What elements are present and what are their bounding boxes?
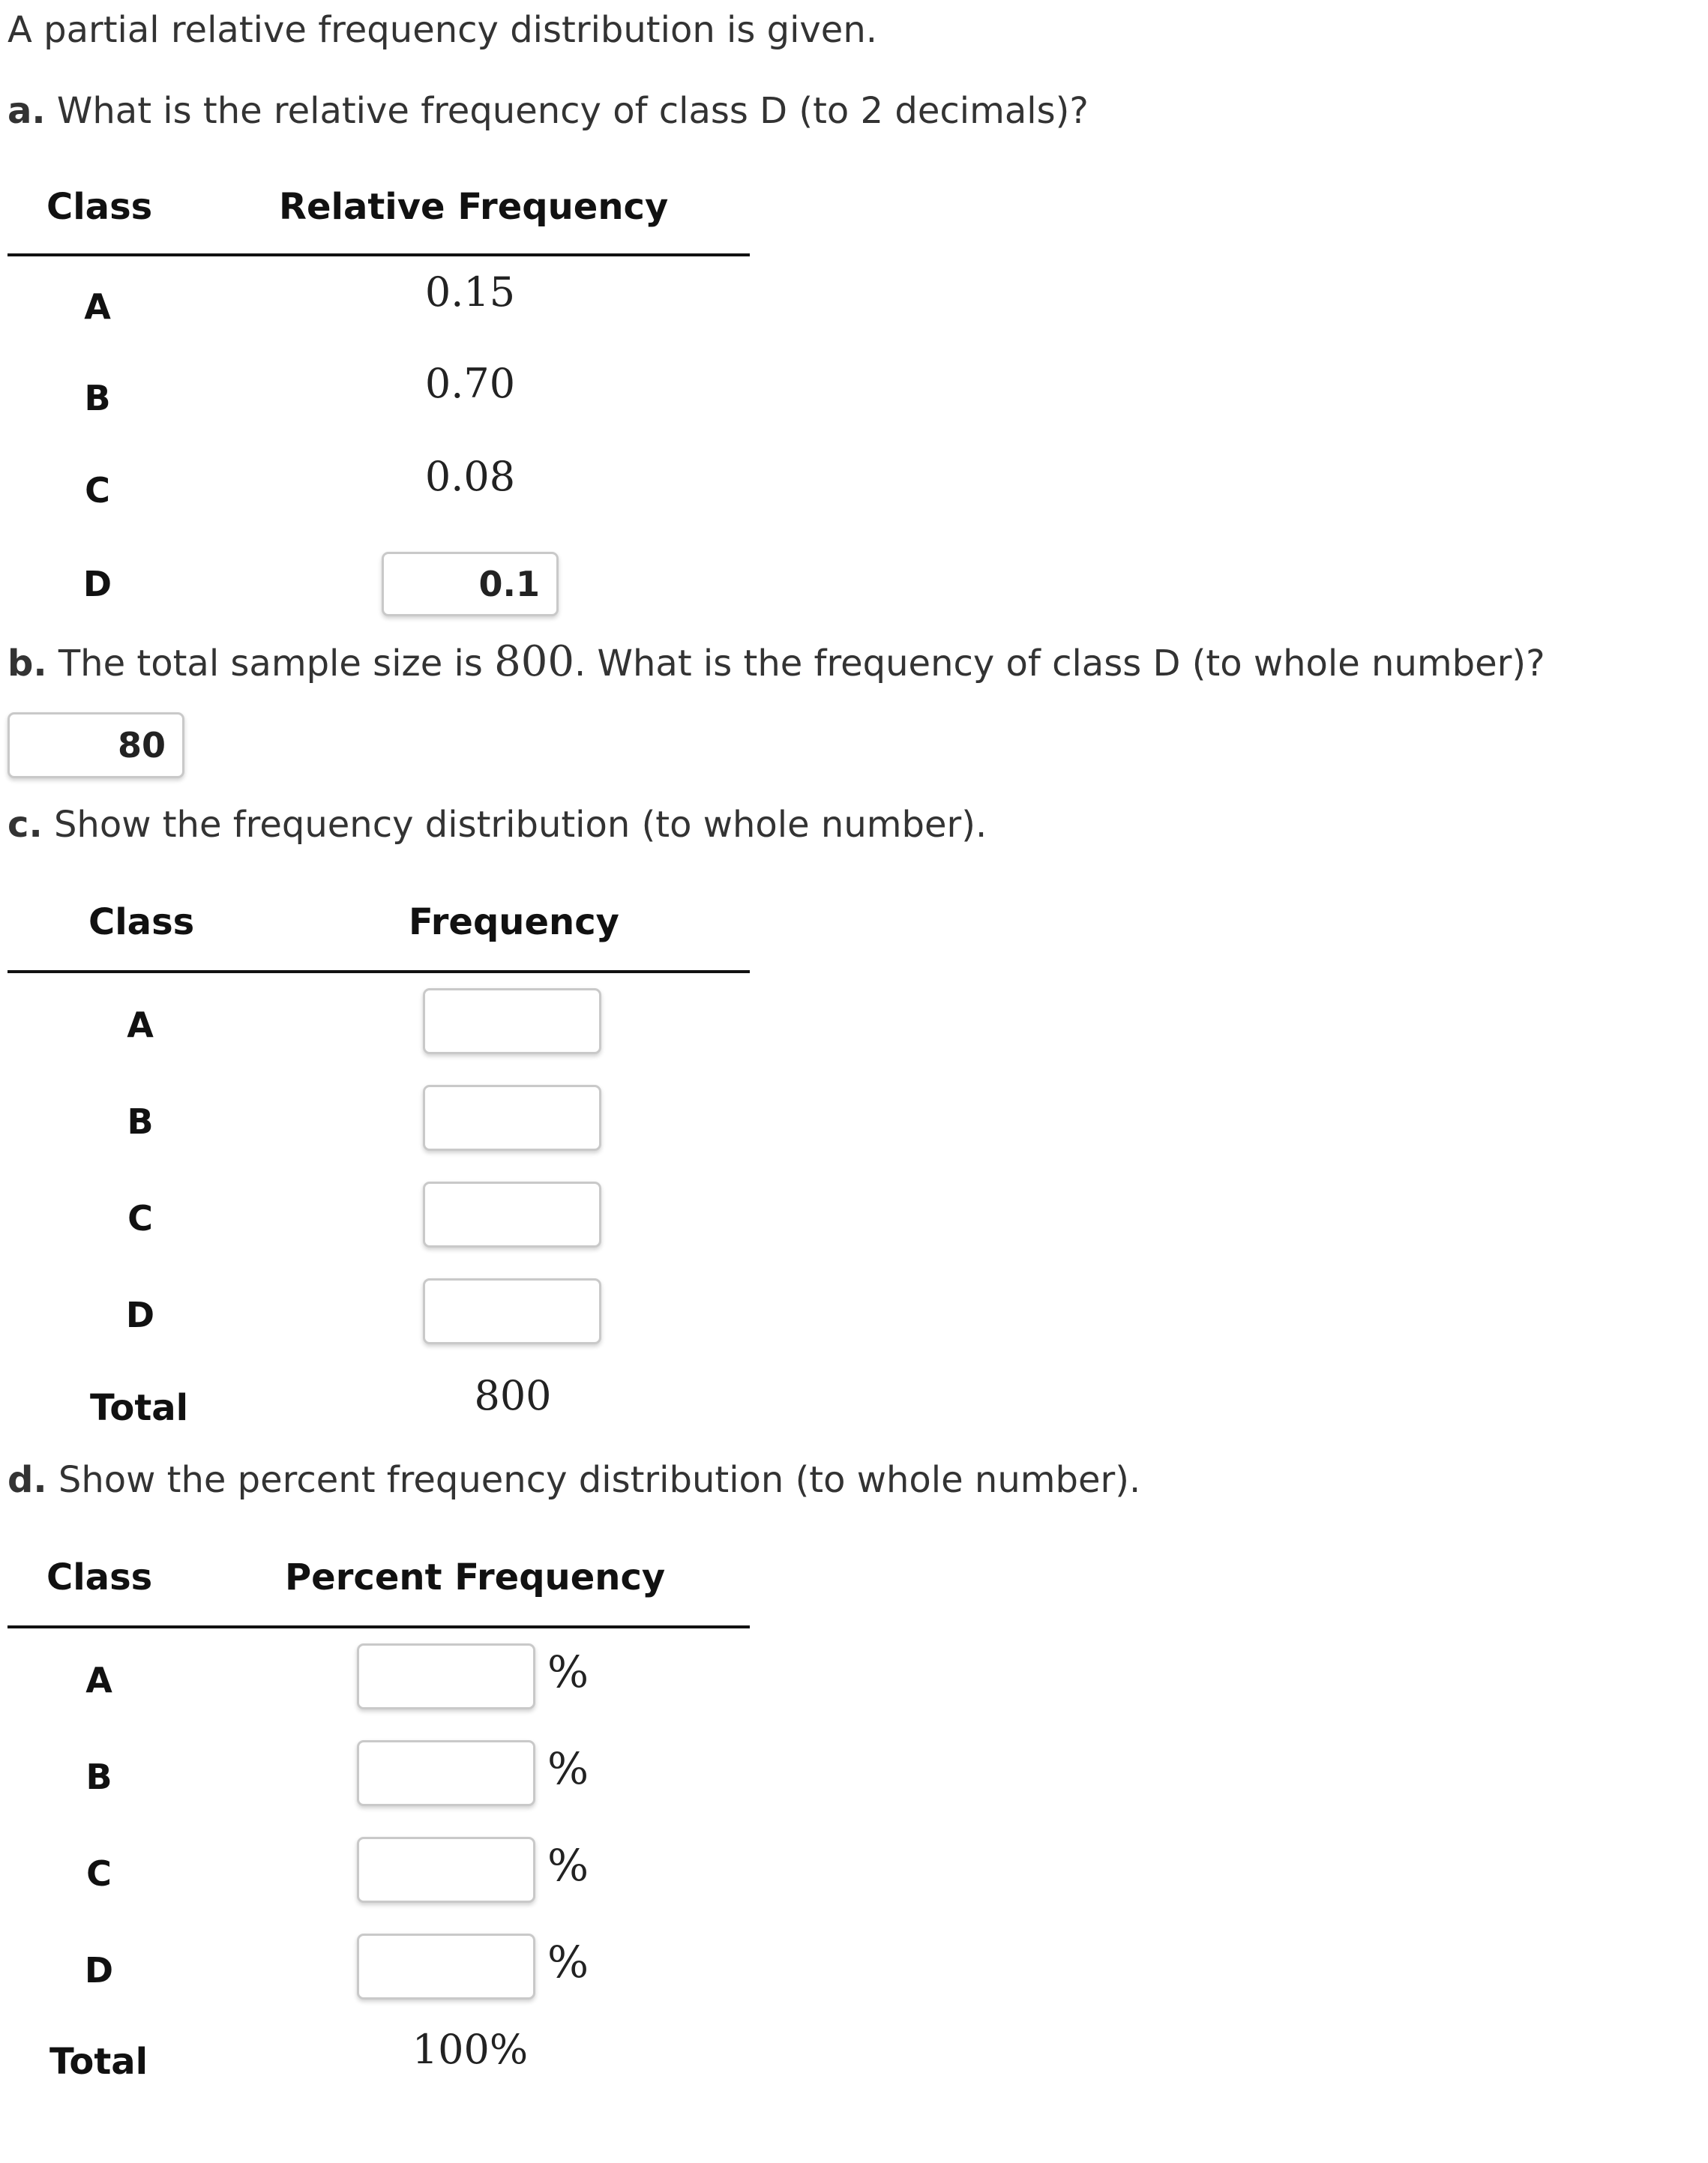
- part-a-value-a: 0.15: [424, 268, 516, 316]
- part-d-class-a: A: [85, 1660, 112, 1700]
- part-a-question: [7, 90, 1089, 132]
- part-d-percent-sign-c: %: [547, 1840, 589, 1891]
- part-a-class-c: C: [85, 470, 110, 511]
- part-a-question-text: What is the relative frequency of class D (to 2 decimals)?: [56, 90, 1089, 132]
- part-d-question-text: Show the percent frequency distribution (to whole number).: [58, 1459, 1141, 1501]
- part-c-frequency-input-a[interactable]: [423, 988, 601, 1054]
- intro-text: A partial relative frequency distribution is given.: [7, 9, 878, 51]
- part-c-letter: c.: [7, 804, 43, 846]
- part-c-frequency-input-c[interactable]: [423, 1182, 601, 1248]
- part-d-header-percent-frequency: Percent Frequency: [285, 1556, 666, 1598]
- part-d-letter: d.: [7, 1459, 47, 1501]
- part-a-value-c: 0.08: [424, 453, 516, 500]
- part-b-letter: b.: [7, 643, 47, 685]
- part-a-class-d: D: [82, 564, 112, 604]
- part-c-frequency-input-b[interactable]: [423, 1085, 601, 1151]
- part-d-class-b: B: [85, 1757, 112, 1797]
- part-c-class-b: B: [127, 1101, 154, 1142]
- part-b-question-pre: The total sample size is: [58, 643, 483, 685]
- part-c-total-label: Total: [90, 1387, 189, 1429]
- part-c-question: [7, 804, 987, 846]
- part-c-header-class: Class: [88, 901, 195, 943]
- part-a-header-class: Class: [46, 186, 153, 228]
- part-d-total-value: 100%: [412, 2026, 529, 2073]
- part-c-class-a: A: [127, 1005, 154, 1045]
- part-a-class-d-input-value: 0.1: [478, 564, 540, 604]
- part-a-header-relative-frequency: Relative Frequency: [279, 186, 669, 228]
- part-d-percent-input-a[interactable]: [357, 1643, 535, 1709]
- part-c-class-c: C: [127, 1198, 153, 1239]
- part-d-percent-sign-a: %: [547, 1646, 589, 1697]
- part-d-class-c: C: [86, 1853, 112, 1894]
- part-a-class-d-input[interactable]: [382, 552, 559, 616]
- part-d-question: [7, 1459, 1140, 1501]
- part-a-header-rule: [7, 253, 750, 256]
- part-a-letter: a.: [7, 90, 46, 132]
- part-c-class-d: D: [125, 1295, 155, 1335]
- part-d-percent-input-c[interactable]: [357, 1837, 535, 1903]
- part-d-header-class: Class: [46, 1556, 153, 1598]
- part-c-frequency-input-d[interactable]: [423, 1278, 601, 1344]
- part-d-percent-sign-d: %: [547, 1937, 589, 1988]
- part-b-sample-size: 800: [494, 637, 575, 686]
- part-a-value-b: 0.70: [424, 360, 516, 407]
- part-c-question-text: Show the frequency distribution (to whole number).: [53, 804, 987, 846]
- part-c-total-value: 800: [474, 1372, 552, 1419]
- part-b-frequency-input-value: 80: [117, 725, 166, 765]
- part-d-percent-sign-b: %: [547, 1743, 589, 1794]
- part-b-question-post: . What is the frequency of class D (to whole number)?: [574, 643, 1545, 685]
- part-d-header-rule: [7, 1625, 750, 1628]
- part-c-header-rule: [7, 970, 750, 973]
- part-d-percent-input-b[interactable]: [357, 1740, 535, 1806]
- part-a-class-b: B: [84, 378, 111, 418]
- part-d-class-d: D: [84, 1950, 114, 1991]
- part-a-class-a: A: [84, 286, 111, 327]
- part-d-total-label: Total: [49, 2041, 148, 2083]
- part-b-frequency-input[interactable]: [7, 712, 184, 778]
- part-b-question: [7, 637, 1545, 686]
- part-d-percent-input-d[interactable]: [357, 1934, 535, 2000]
- part-c-header-frequency: Frequency: [409, 901, 619, 943]
